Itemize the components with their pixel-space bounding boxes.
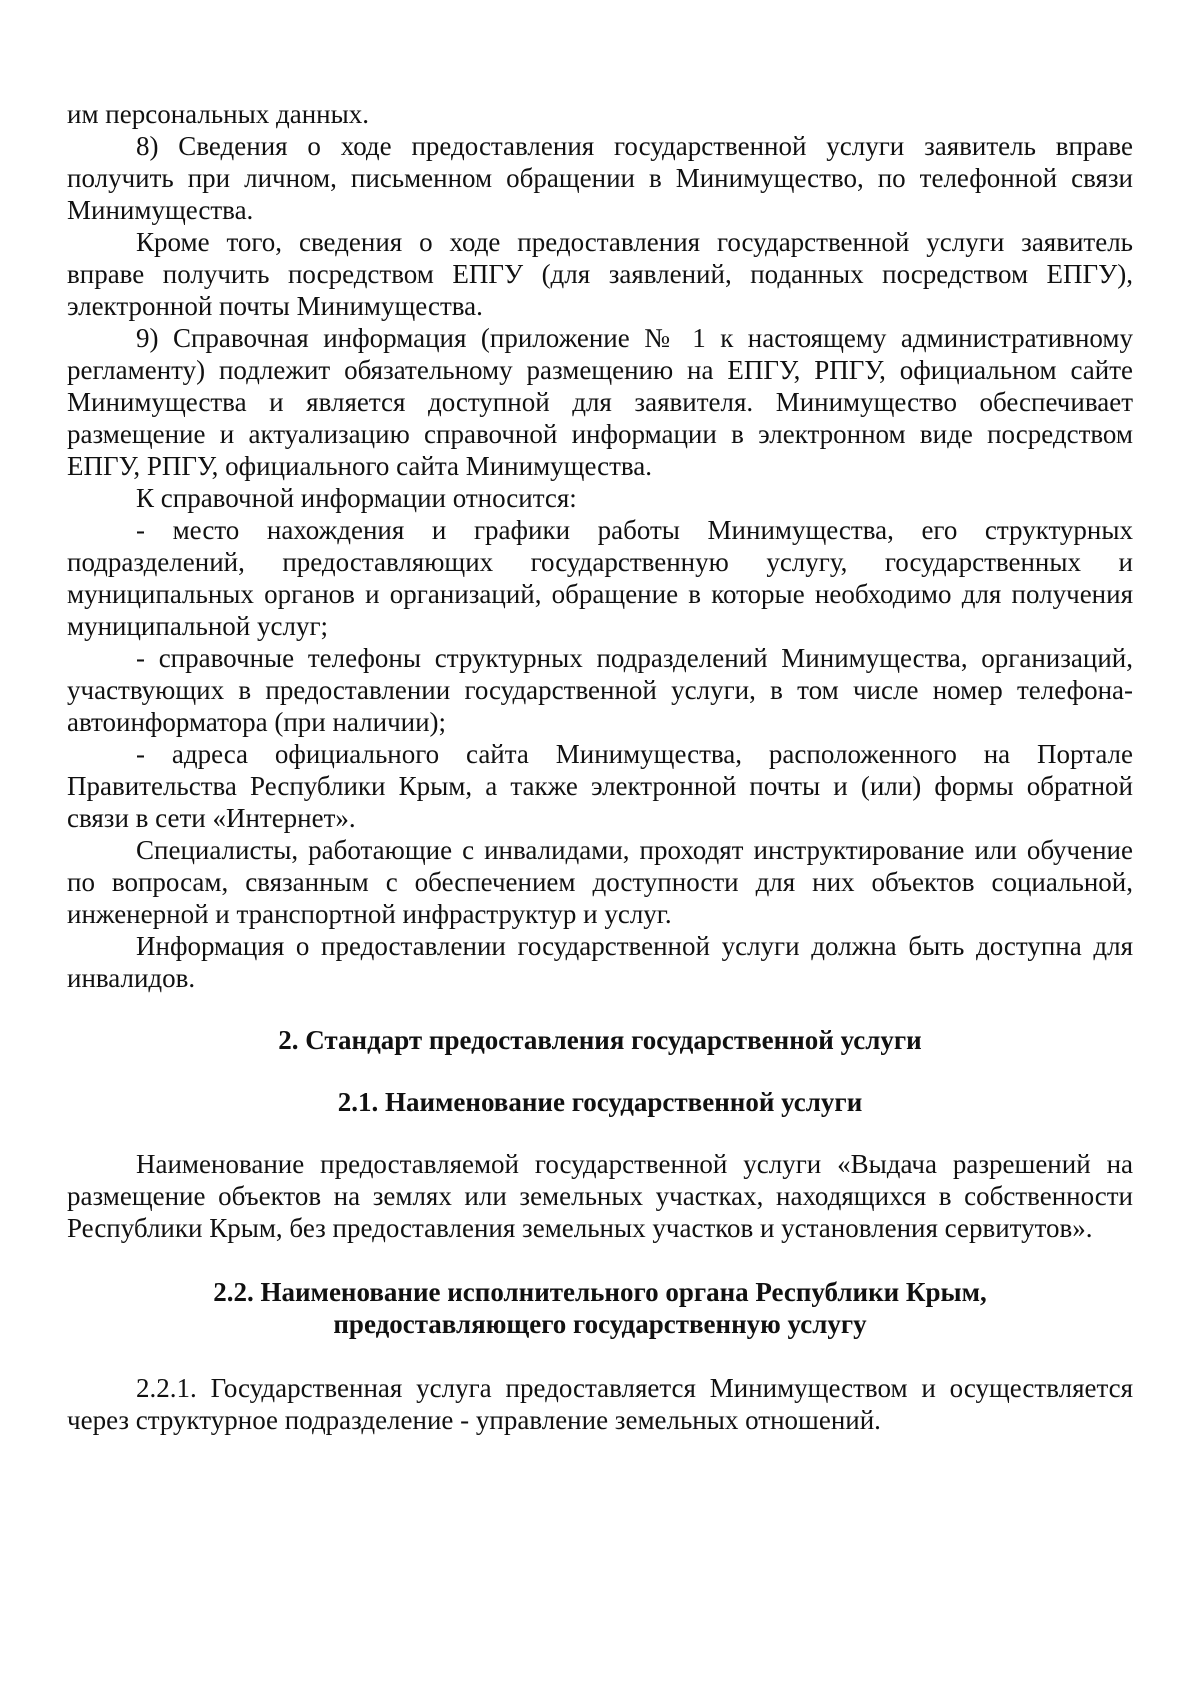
subsection-2-1-heading: 2.1. Наименование государственной услуги: [337, 1087, 863, 1117]
paragraph-service-name: Наименование предоставляемой государственной услуги «Выдача разрешений на размещение объектов на землях или земельных участках, находящихся в собственности Республики Крым, без предоставления земельных участков и установления сервитутов».: [67, 1149, 1133, 1243]
paragraph-2-2-1: 2.2.1. Государственная услуга предоставляется Минимуществом и осуществляется через структурное подразделение - управление земельных отношений.: [67, 1373, 1133, 1435]
document-body: [67, 98, 1133, 1436]
subsection-2-2-heading-line1: 2.2. Наименование исполнительного органа Республики Крым,: [213, 1277, 987, 1307]
bullet-location-schedule: - место нахождения и графики работы Минимущества, его структурных подразделений, предоставляющих государственную услугу, государственных и муниципальных органов и организаций, обращение в которые необходимо для получения муниципальной услуг;: [67, 515, 1133, 641]
paragraph-item-8-continued: Кроме того, сведения о ходе предоставления государственной услуги заявитель вправе получить посредством ЕПГУ (для заявлений, поданных посредством ЕПГУ), электронной почты Минимущества.: [67, 227, 1133, 321]
bullet-phones: - справочные телефоны структурных подразделений Минимущества, организаций, участвующих в предоставлении государственной услуги, в том числе номер телефона-автоинформатора (при наличии);: [67, 643, 1133, 737]
subsection-2-2-heading-line2: предоставляющего государственную услугу: [333, 1309, 867, 1339]
paragraph-item-8: 8) Сведения о ходе предоставления государственной услуги заявитель вправе получить при личном, письменном обращении в Минимущество, по телефонной связи Минимущества.: [67, 131, 1133, 225]
section-2-heading: 2. Стандарт предоставления государственной услуги: [278, 1025, 922, 1055]
paragraph-reference-title: К справочной информации относится:: [136, 483, 577, 513]
bullet-addresses: - адреса официального сайта Минимущества, расположенного на Портале Правительства Республики Крым, а также электронной почты и (или) формы обратной связи в сети «Интернет».: [67, 739, 1133, 833]
paragraph-specialists: Специалисты, работающие с инвалидами, проходят инструктирование или обучение по вопросам, связанным с обеспечением доступности для них объектов социальной, инженерной и транспортной инфраструктур и услуг.: [67, 835, 1133, 929]
paragraph-accessibility-info: Информация о предоставлении государственной услуги должна быть доступна для инвалидов.: [67, 931, 1133, 993]
paragraph-item-9: 9) Справочная информация (приложение № 1 к настоящему административному регламенту) подлежит обязательному размещению на ЕПГУ, РПГУ, официальном сайте Минимущества и является доступной для заявителя. Минимущество обеспечивает размещение и актуализацию справочной информации в электронном виде посредством ЕПГУ, РПГУ, официального сайта Минимущества.: [67, 323, 1133, 481]
paragraph-intro: им персональных данных.: [67, 99, 370, 129]
